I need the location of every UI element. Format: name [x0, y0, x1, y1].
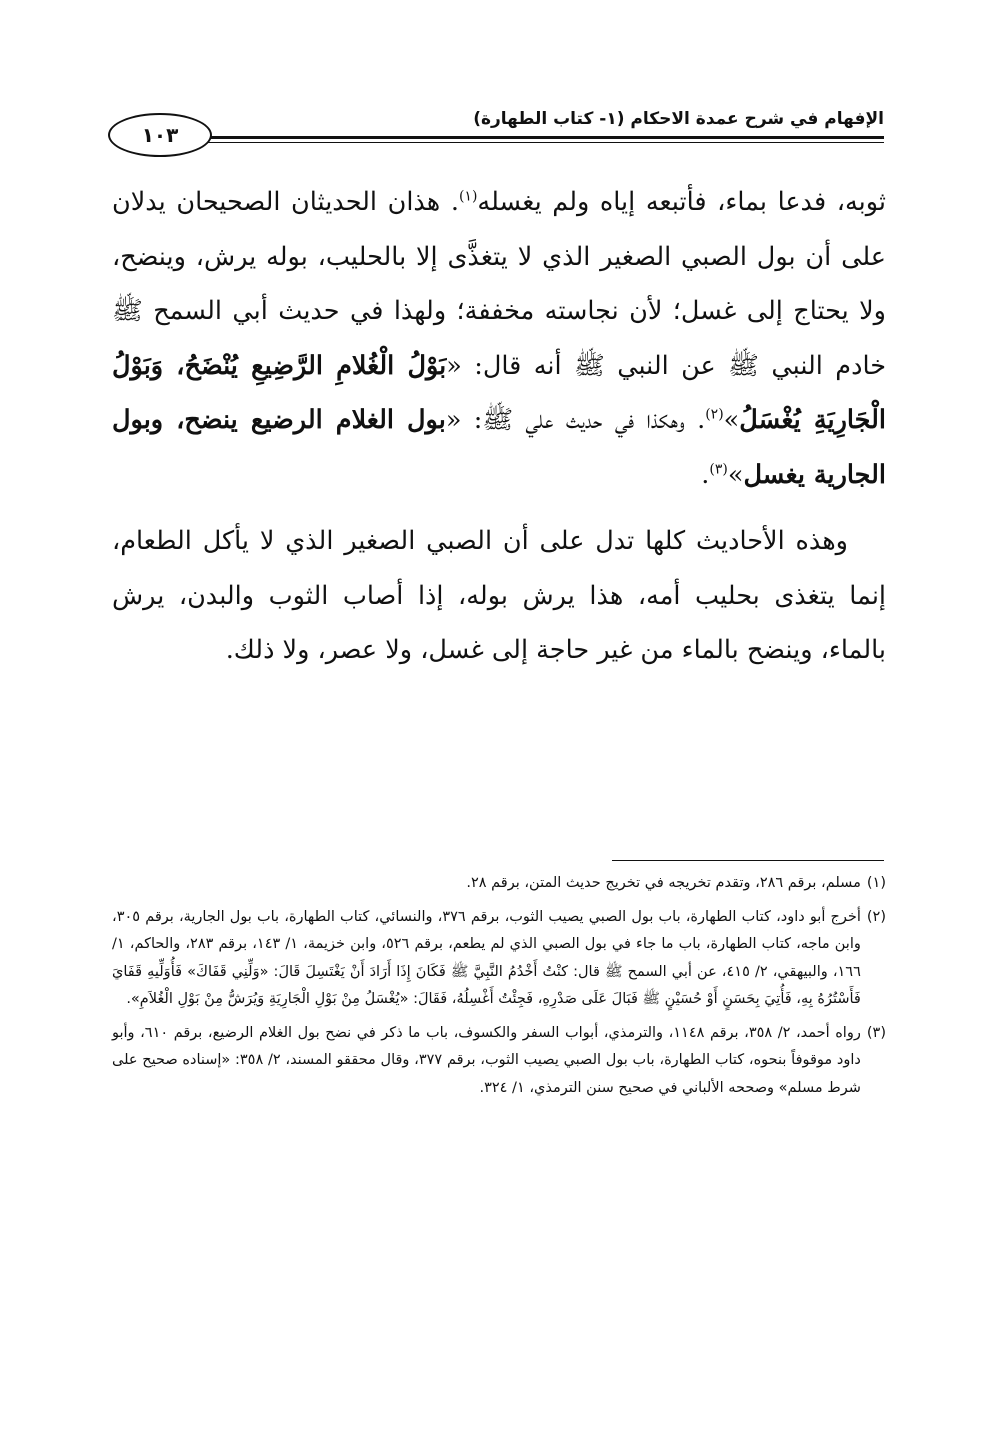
paragraph-1 — [112, 175, 886, 502]
text-segment: ثوبه، فدعا بماء، فأتبعه إياه ولم يغسله — [477, 187, 886, 217]
text-segment: . هذان الحديثان الصحيحان يدلان على أن بول الصبي الصغير الذي لا يتغذَّى إلا بالحليب، بوله يرش، وينضح، ولا يحتاج إلى غسل؛ لأن نجاسته مخففة؛ ولهذا في حديث أبي السمح ﷺ خادم النبي ﷺ عن النبي ﷺ أنه قال: « — [112, 187, 886, 381]
page-number: ١٠٣ — [108, 113, 212, 157]
header-rule-thick — [204, 136, 884, 139]
hadith-quote: بَوْلُ الْغُلامِ الرَّضِيعِ يُنْضَحُ، وَبَوْلُ الْجَارِيَةِ يُغْسَلُ — [112, 350, 886, 435]
footnote-2 — [112, 904, 886, 1014]
text-segment: . — [701, 459, 710, 490]
footnote-1 — [112, 870, 886, 898]
footnotes — [112, 870, 886, 1102]
footnote-ref[interactable]: (٢) — [705, 406, 724, 423]
footnote-3 — [112, 1020, 886, 1103]
footnote-text: أخرج أبو داود، كتاب الطهارة، باب بول الصبي يصيب الثوب، برقم ٣٧٦، والنسائي، كتاب الطهارة، باب بول الجارية، برقم ٣٠٥، وابن ماجه، كتاب الطهارة، باب ما جاء في بول الصبي الذي لم يطعم، برقم ٥٢٦، وابن خزيمة، ١/ ١٤٣، برقم ٢٨٣، والحاكم، ١/ ١٦٦، والبيهقي، ٢/ ٤١٥، عن أبي السمح ﷺ قال: كنْتُ أَخْدُمُ النَّبِيَّ ﷺ فَكَانَ إِذَا أَرَادَ أَنْ يَغْتَسِلَ قَالَ: «وَلِّنِي قَفَاكَ» فَأُوَلِّيهِ قَفَايَ فَأَسْتُرُهُ بِهِ، فَأُتِيَ بِحَسَنٍ أَوْ حُسَيْنٍ ﷺ فَبَالَ عَلَى صَدْرِهِ، فَجِئْتُ أَغْسِلُهُ، فَقَالَ: «يُغْسَلُ مِنْ بَوْلِ الْجَارِيَةِ وَيُرَشُّ مِنْ بَوْلِ الْغُلاَمِ». — [112, 908, 861, 1007]
hadith-quote: بول الغلام الرضيع ينضح، وبول الجارية يغسل — [112, 405, 886, 490]
footnote-number: (١) — [866, 875, 886, 891]
text-segment: . وهكذا في حديث علي ﷺ: « — [445, 405, 706, 435]
text-segment: » — [727, 459, 744, 490]
header-rule-thin — [204, 142, 884, 143]
footnote-ref[interactable]: (١) — [458, 188, 478, 205]
footnote-text: مسلم، برقم ٢٨٦، وتقدم تخريجه في تخريج حديث المتن، برقم ٢٨. — [466, 875, 861, 891]
text-segment: » — [723, 405, 740, 435]
footnote-text: رواه أحمد، ٢/ ٣٥٨، برقم ١١٤٨، والترمذي، أبواب السفر والكسوف، باب ما ذكر في نضح بول الغلام الرضيع، برقم ٦١٠، وأبو داود موقوفاً بنحوه، كتاب الطهارة، باب بول الصبي يصيب الثوب، برقم ٣٧٧، وقال محققو المسند، ٢/ ٣٥٨: «إسناده صحيح على شرط مسلم» وصححه الألباني في صحيح سنن الترمذي، ١/ ٣٢٤. — [112, 1024, 861, 1096]
paragraph-2 — [112, 514, 886, 678]
footnote-separator — [612, 860, 884, 861]
footnote-number: (٢) — [866, 908, 886, 925]
footnote-number: (٣) — [866, 1024, 886, 1041]
text-segment: وهذه الأحاديث كلها تدل على أن الصبي الصغير الذي لا يأكل الطعام، إنما يتغذى بحليب أمه، هذا يرش بوله، إذا أصاب الثوب والبدن، يرش بالماء، وينضح بالماء من غير حاجة إلى غسل، ولا عصر، ولا ذلك. — [112, 526, 886, 665]
main-text — [112, 175, 886, 678]
footnote-ref[interactable]: (٣) — [709, 461, 728, 477]
running-title: الإفهام في شرح عمدة الاحكام (١- كتاب الطهارة) — [473, 109, 884, 129]
page-header — [108, 105, 884, 163]
